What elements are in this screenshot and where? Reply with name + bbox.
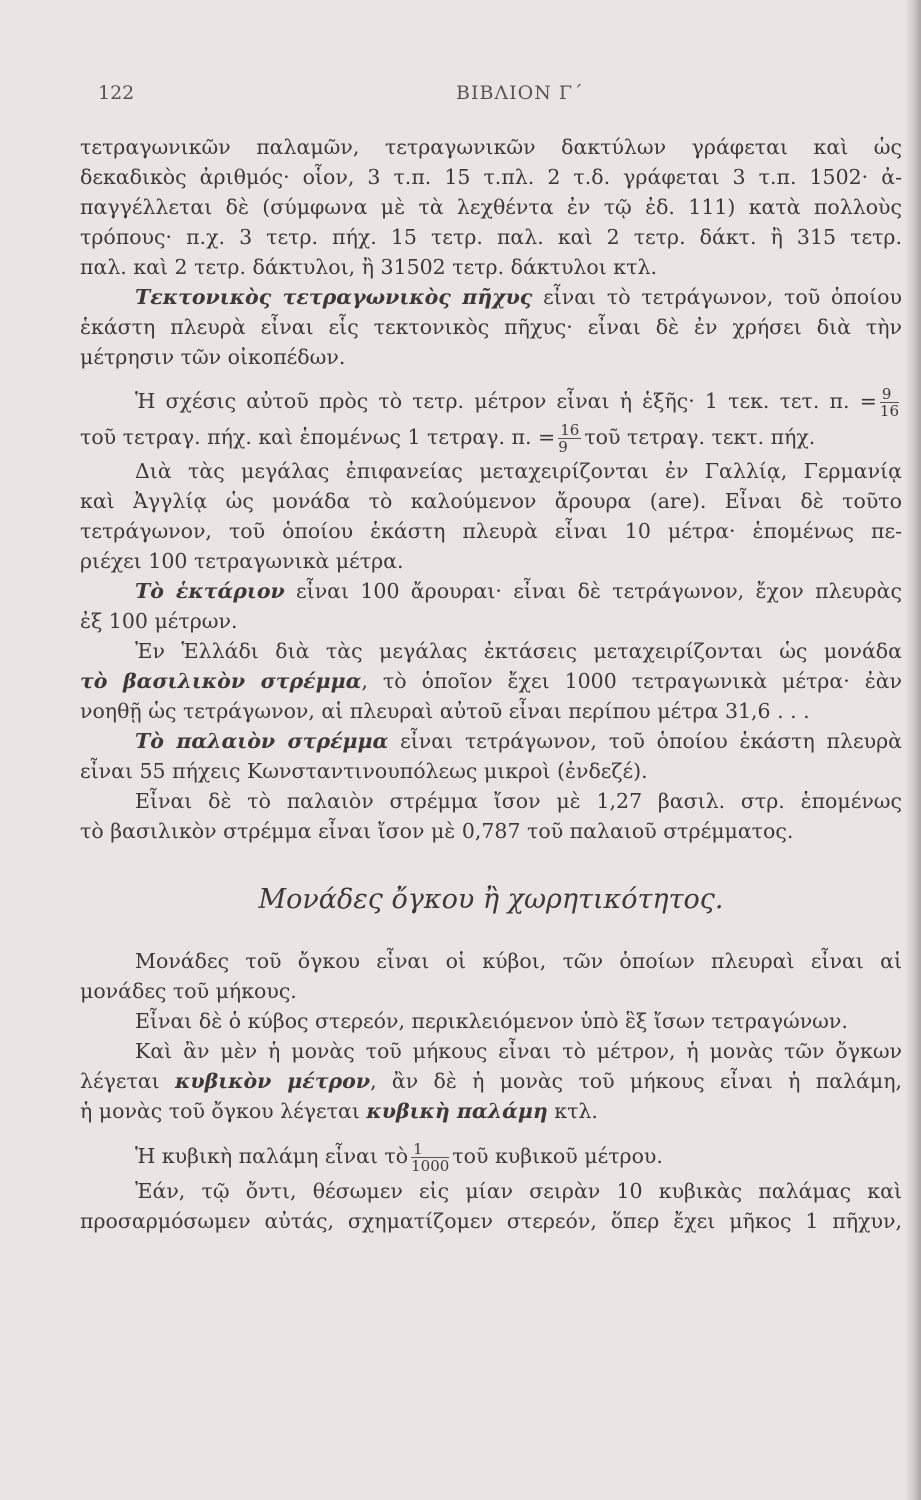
text-line: ἑκάστη πλευρὰ εἶναι εἷς τεκτονικὸς πῆχυς· εἶναι δὲ ἐν χρήσει διὰ τὴν: [80, 315, 902, 339]
running-head: ΒΙΒΛΙΟΝ Γ΄: [456, 82, 584, 104]
term-bold: Τὸ παλαιὸν στρέμμα: [135, 729, 389, 753]
text-span: , τὸ ὁποῖον ἔχει 1000 τετραγωνικὰ μέτρα· ἐὰν: [361, 669, 902, 693]
term-bold: κυβικὴ παλάμη: [366, 1099, 548, 1123]
fraction: [411, 1141, 449, 1174]
text-line: [80, 666, 902, 696]
term-bold: τὸ βασιλικὸν στρέμμα: [80, 669, 362, 693]
text-span: τοῦ κυβικοῦ μέτρου.: [452, 1144, 663, 1168]
term-bold: κυβικὸν μέτρον: [175, 1069, 371, 1093]
term-bold: Τὸ ἑκτάριον: [135, 579, 285, 603]
page-number: 122: [98, 82, 135, 104]
fraction-numerator: 1: [411, 1141, 449, 1158]
fraction: [558, 422, 581, 455]
text-line: τετράγωνον, τοῦ ὁποίου ἑκάστη πλευρὰ εἶναι 10 μέτρα· ἑπομένως πε-: [80, 519, 902, 543]
paragraph-line: Διὰ τὰς μεγάλας ἐπιφανείας μεταχειρίζονται ἐν Γαλλίᾳ, Γερμανίᾳ: [135, 459, 902, 483]
paragraph-line: Εἶναι δὲ ὁ κύβος στερεόν, περικλειόμενον ὑπὸ ἓξ ἴσων τετραγώνων.: [135, 1009, 848, 1033]
fraction-denominator: 1000: [411, 1157, 450, 1175]
text-span: εἶναι τετράγωνον, τοῦ ὁποίου ἑκάστη πλευρὰ: [388, 729, 902, 753]
text-line: μέτρησιν τῶν οἰκοπέδων.: [80, 345, 346, 369]
paragraph-line: [80, 384, 902, 418]
text-line: ἐξ 100 μέτρων.: [80, 609, 238, 633]
text-span: ἡ μονὰς τοῦ ὄγκου λέγεται: [80, 1099, 367, 1123]
text-span: τοῦ τετραγ. τεκτ. πήχ.: [584, 425, 816, 449]
text-span: , ἂν δὲ ἡ μονὰς τοῦ μήκους εἶναι ἡ παλάμη,: [370, 1069, 902, 1093]
section-heading: Μονάδες ὄγκου ἢ χωρητικότητος.: [258, 884, 724, 915]
text-line: τὸ βασιλικὸν στρέμμα εἶναι ἴσον μὲ 0,787 τοῦ παλαιοῦ στρέμματος.: [80, 819, 794, 843]
text-line: καὶ Ἀγγλίᾳ ὡς μονάδα τὸ καλούμενον ἄρουρα (are). Εἶναι δὲ τοῦτο: [80, 489, 902, 513]
paragraph-line: Ἐάν, τῷ ὄντι, θέσωμεν εἰς μίαν σειρὰν 10 κυβικὰς παλάμας καὶ: [135, 1179, 902, 1203]
paragraph-line: Εἶναι δὲ τὸ παλαιὸν στρέμμα ἴσον μὲ 1,27 βασιλ. στρ. ἑπομένως: [135, 789, 902, 813]
text-span: εἶναι τὸ τετράγωνον, τοῦ ὁποίου: [532, 285, 902, 309]
text-line: προσαρμόσωμεν αὐτάς, σχηματίζομεν στερεόν, ὅπερ ἔχει μῆκος 1 πῆχυν,: [80, 1209, 902, 1233]
fraction: [880, 386, 899, 418]
paragraph-line: [80, 1136, 902, 1176]
text-span: Ἡ σχέσις αὐτοῦ πρὸς τὸ τετρ. μέτρον εἶναι ἡ ἑξῆς· 1 τεκ. τετ. π. =: [135, 389, 877, 413]
text-line: [80, 1066, 902, 1096]
text-line: τετραγωνικῶν παλαμῶν, τετραγωνικῶν δακτύλων γράφεται καὶ ὡς: [80, 135, 902, 159]
text-line: νοηθῇ ὡς τετράγωνον, αἱ πλευραὶ αὐτοῦ εἶναι περίπου μέτρα 31,6 . . .: [80, 699, 810, 723]
text-span: εἶναι 100 ἄρουραι· εἶναι δὲ τετράγωνον, ἔχον πλευρὰς: [284, 579, 902, 603]
text-line: τρόπους· π.χ. 3 τετρ. πήχ. 15 τετρ. παλ. καὶ 2 τετρ. δάκτ. ἢ 315 τετρ.: [80, 225, 902, 249]
text-line: [80, 1096, 902, 1126]
text-line: [80, 418, 902, 456]
page-header: [98, 82, 881, 112]
text-span: τοῦ τετραγ. πήχ. καὶ ἑπομένως 1 τετραγ. π. =: [80, 425, 556, 449]
text-line: παλ. καὶ 2 τετρ. δάκτυλοι, ἢ 31502 τετρ. δάκτυλοι κτλ.: [80, 255, 657, 279]
fraction-numerator: 16: [560, 421, 580, 439]
fraction-denominator: 9: [558, 438, 568, 456]
fraction-denominator: 16: [879, 402, 899, 418]
paragraph-line: [80, 726, 902, 756]
paragraph-line: Μονάδες τοῦ ὄγκου εἶναι οἱ κύβοι, τῶν ὁποίων πλευραὶ εἶναι αἱ: [135, 949, 902, 973]
text-span: Ἡ κυβικὴ παλάμη εἶναι τὸ: [135, 1144, 409, 1168]
paragraph-line: [80, 576, 902, 606]
paragraph-line: Ἐν Ἑλλάδι διὰ τὰς μεγάλας ἐκτάσεις μεταχειρίζονται ὡς μονάδα: [135, 639, 902, 663]
page-body: [80, 132, 902, 1236]
text-line: ριέχει 100 τετραγωνικὰ μέτρα.: [80, 549, 404, 573]
text-line: δεκαδικὸς ἀριθμός· οἷον, 3 τ.π. 15 τ.πλ. 2 τ.δ. γράφεται 3 τ.π. 1502· ἀ-: [80, 165, 902, 189]
term-bold: Τεκτονικὸς τετραγωνικὸς πῆχυς: [135, 285, 533, 309]
text-span: κτλ.: [547, 1099, 598, 1123]
page-edge-shadow: [905, 0, 921, 1500]
text-line: μονάδες τοῦ μήκους.: [80, 979, 297, 1003]
paragraph-line: Καὶ ἂν μὲν ἡ μονὰς τοῦ μήκους εἶναι τὸ μέτρον, ἡ μονὰς τῶν ὄγκων: [135, 1039, 902, 1063]
text-line: παγγέλλεται δὲ (σύμφωνα μὲ τὰ λεχθέντα ἐν τῷ ἐδ. 111) κατὰ πολλοὺς: [80, 195, 902, 219]
text-line: εἶναι 55 πήχεις Κωνσταντινουπόλεως μικροὶ (ἐνδεζέ).: [80, 759, 648, 783]
paragraph-line: [80, 282, 902, 312]
text-span: λέγεται: [80, 1069, 175, 1093]
fraction-numerator: 9: [880, 386, 899, 403]
